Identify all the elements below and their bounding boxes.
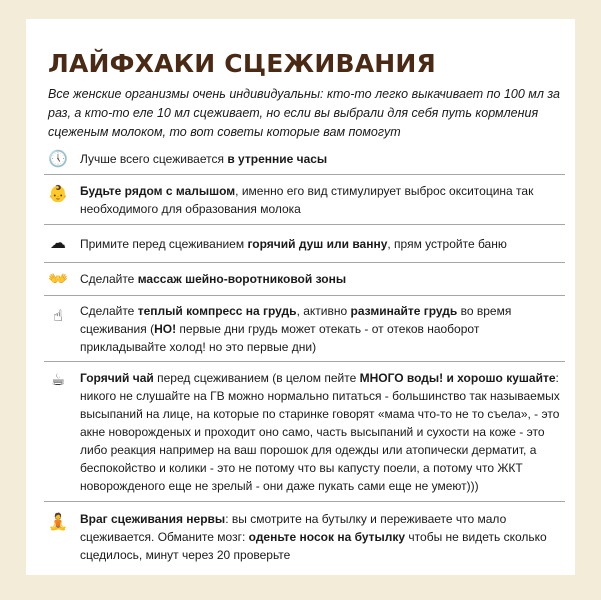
tip-row [44,363,565,502]
open-hands-icon: 👐 [48,269,68,288]
tip-text-bold: оденьте носок на бутылку [248,530,406,544]
tip-text-bold: МНОГО воды! и хорошо кушайте [359,371,556,385]
tip-text-segment: : никого не слушайте на ГВ можно нормально питаться - большинство так называемых высыпаний на лице, на которые по старинке говорят «мама что-то не то съела», - это акне новорожденых и проходит оно само, часть высыпаний и сухости на коже - это либо реакция например на ваш порошок для одежды или атопически дерматит, а беспокойство и колики - это не потому что вы капусту поели, а потому что ЖКТ новорожденого еще не зрелый - они даже пукать сами еще не умеют))) [80,371,560,493]
tip-text-segment: : вы смотрите на бутылку и переживаете что мало сцеживается. Обманите мозг: [80,512,507,544]
tip-text-segment: , прям устройте баню [387,237,507,251]
tip-text-bold: массаж шейно-воротниковой зоны [137,272,347,286]
tip-row [44,264,565,296]
tip-text [80,182,568,218]
tip-text-segment: перед сцеживанием (в целом пейте [153,371,360,385]
tips-card [26,19,575,575]
tip-text-segment: , активно [296,304,351,318]
intro-text: Все женские организмы очень индивидуальны: кто-то легко выкачивает по 100 мл за раз, а кто-то еле 10 мл сцеживает, но если вы выбрали для себя путь кормления сцеженым молоком, то вот советы которые вам помогут [48,87,560,139]
tip-text-segment: , именно его вид стимулирует выброс окситоцина так необходимого для образования молока [80,184,534,216]
tip-text-bold: Враг сцеживания нервы [80,512,226,526]
tip-text-bold: горячий душ или ванну [247,237,388,251]
tip-text-bold: в утренние часы [227,152,328,166]
tip-text [80,510,568,564]
page-title: ЛАЙФХАКИ СЦЕЖИВАНИЯ [48,49,436,78]
tip-text-bold: НО! [154,322,177,336]
tip-text-segment: Примите перед сцеживанием [80,237,248,251]
tip-row [44,297,565,362]
baby-face-icon: 👶 [48,184,68,203]
tip-text [80,150,568,168]
tip-text-bold: Горячий чай [80,371,154,385]
meditation-icon: 🧘 [48,512,68,531]
hot-beverage-icon: ☕ [50,370,66,389]
tip-text [80,235,568,253]
tip-text-bold: теплый компресс на грудь [137,304,297,318]
tip-text-segment: Лучше всего сцеживается [80,152,228,166]
tip-text-segment: во время сцеживания ( [80,304,512,336]
tip-text [80,369,568,495]
tip-text-bold: Будьте рядом с малышом [80,184,236,198]
tip-row [44,503,565,565]
steam-cloud-icon: ☁ [50,233,66,252]
pointing-up-icon: ☝ [53,306,63,325]
tip-text [80,270,568,288]
tip-row [44,226,565,263]
tip-text-segment: первые дни грудь может отекать - от отеков наоборот прикладывайте холод! но это первые дни) [80,322,480,354]
tip-row [44,176,565,225]
tip-text-bold: разминайте грудь [350,304,458,318]
tip-row [44,147,565,175]
tip-text-segment: чтобы не видеть сколько сцедилось, минут через 20 проверьте [80,530,547,562]
tip-text-segment: Сделайте [80,304,138,318]
clock-icon: 🕔 [48,149,68,168]
tip-text [80,302,568,356]
tip-text-segment: Сделайте [80,272,138,286]
